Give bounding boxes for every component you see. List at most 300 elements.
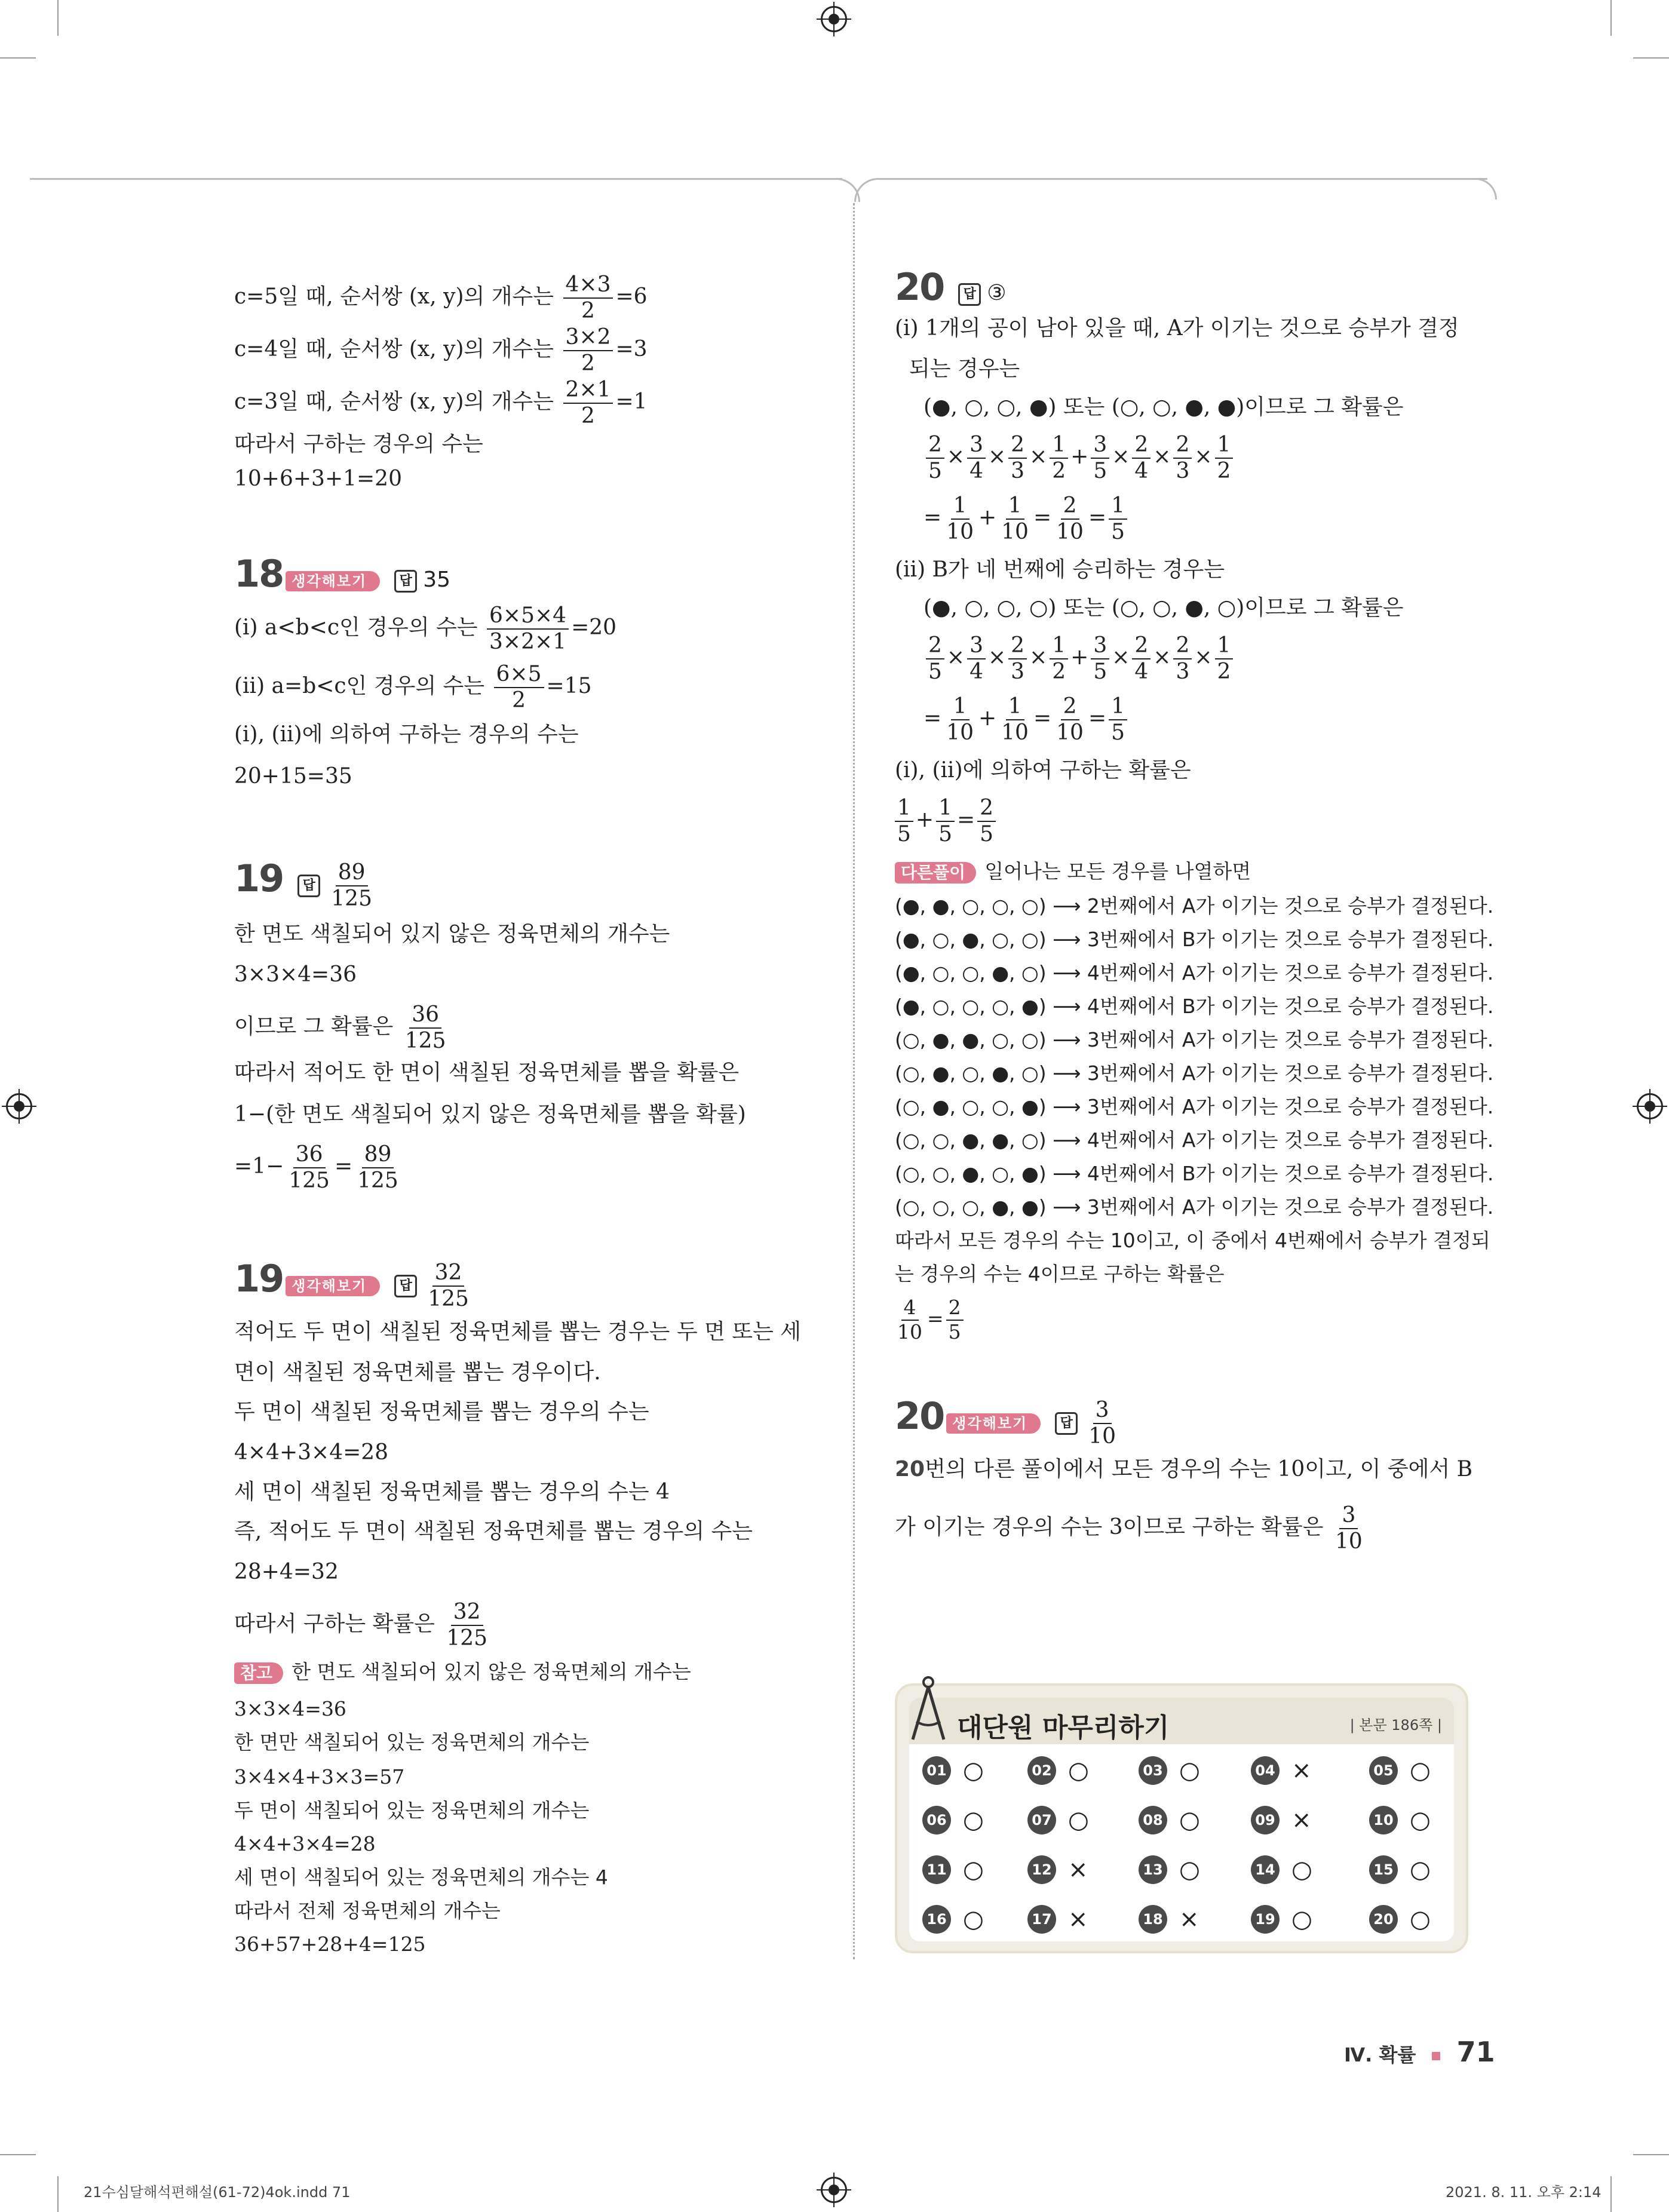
fraction: [1091, 434, 1109, 483]
numerator: 2: [1173, 634, 1192, 659]
denominator: 3: [1176, 659, 1190, 684]
text: (ⅱ) a=b<c인 경우의 수는: [234, 673, 492, 698]
denominator: 2: [581, 298, 595, 323]
numerator: 2: [977, 797, 996, 822]
operator: ×: [1153, 645, 1171, 670]
operator: =: [956, 807, 975, 832]
text: 번의 다른 풀이에서 모든 경우의 수는 10이고, 이 중에서 B: [925, 1457, 1473, 1481]
numerator: 32: [451, 1601, 483, 1626]
think-tag: 생각해보기: [286, 1276, 380, 1296]
denominator: 5: [928, 659, 942, 684]
item-number: 06: [922, 1806, 951, 1834]
item-number: 18: [1139, 1905, 1167, 1934]
note-tag: 참고: [234, 1662, 283, 1684]
numerator: 3: [1093, 1399, 1112, 1424]
operator: =: [1033, 705, 1052, 731]
text: (ⅰ) a<b<c인 경우의 수는: [234, 615, 485, 640]
fraction: [944, 695, 976, 744]
text: c=5일 때, 순서쌍 (x, y)의 개수는: [234, 284, 561, 309]
fraction: [967, 434, 986, 483]
text: c=4일 때, 순서쌍 (x, y)의 개수는: [234, 336, 561, 361]
item-number: 09: [1251, 1806, 1280, 1834]
q20-i1: (ⅰ) 1개의 공이 남아 있을 때, A가 이기는 것으로 승부가 결정: [895, 316, 1459, 340]
fraction: [1008, 434, 1027, 483]
q20-i3: (●, ○, ○, ●) 또는 (○, ○, ●, ●)이므로 그 확률은: [924, 395, 1404, 419]
note-line9: 36+57+28+4=125: [234, 1932, 426, 1956]
circle-mark-icon: ○: [963, 1906, 984, 1933]
q20-ii4: [924, 695, 1130, 744]
denominator: 5: [1111, 720, 1125, 745]
review-item: [1369, 1905, 1431, 1934]
denominator: 10: [1056, 519, 1084, 544]
fraction: [944, 495, 976, 544]
compass-icon: [904, 1674, 952, 1745]
denominator: 5: [938, 821, 952, 846]
denominator: 4: [1134, 659, 1149, 684]
q19b-line1: 적어도 두 면이 색칠된 정육면체를 뽑는 경우는 두 면 또는 세: [234, 1320, 802, 1344]
numerator: 3: [1091, 434, 1109, 459]
answer-icon: 답: [297, 875, 320, 897]
denominator: 2: [1217, 458, 1231, 483]
denominator: 125: [428, 1287, 469, 1311]
text: =3: [615, 336, 648, 361]
header-rule-right: [878, 178, 1487, 180]
chapter-label: Ⅳ. 확률: [1344, 2044, 1416, 2066]
operator: =: [1088, 505, 1107, 530]
q19-line1: 한 면도 색칠되어 있지 않은 정육면체의 개수는: [234, 922, 670, 946]
text: =20: [571, 615, 617, 640]
denominator: 2: [1052, 659, 1066, 684]
numerator: 2: [946, 1297, 964, 1321]
crop-mark: [1610, 2176, 1612, 2212]
c5-line: [234, 274, 648, 323]
circle-mark-icon: ○: [1179, 1757, 1200, 1784]
fraction: [895, 797, 913, 846]
item-number: 03: [1139, 1756, 1167, 1785]
crop-mark: [0, 2154, 36, 2155]
numerator: 6×5: [494, 663, 544, 688]
review-item: [1139, 1756, 1200, 1785]
alt-c3: [892, 1297, 966, 1342]
crop-mark: [0, 57, 36, 59]
alt-row: (○, ●, ●, ○, ○) ⟶ 3번째에서 A가 이기는 것으로 승부가 결정된다.: [895, 1028, 1494, 1051]
denominator: 125: [446, 1625, 488, 1650]
q19b-line5: 세 면이 색칠된 정육면체를 뽑는 경우의 수는 4: [234, 1480, 670, 1504]
alt-row: (○, ○, ○, ●, ●) ⟶ 3번째에서 A가 이기는 것으로 승부가 결정된다.: [895, 1195, 1494, 1219]
q20-header: [895, 265, 1007, 309]
review-item: [1251, 1855, 1312, 1884]
item-number: 15: [1369, 1855, 1398, 1884]
fraction: [1215, 434, 1234, 483]
operator: ×: [1194, 645, 1213, 670]
circle-mark-icon: ○: [1291, 1906, 1312, 1933]
fraction: [286, 1143, 332, 1192]
item-number: 07: [1027, 1806, 1056, 1834]
q18-header: [234, 552, 451, 596]
crop-mark: [57, 0, 59, 36]
denominator: 2: [512, 688, 526, 713]
review-item: [922, 1905, 984, 1934]
review-item: [1027, 1855, 1088, 1884]
numerator: 6×5×4: [487, 605, 569, 630]
q19b-line7: 28+4=32: [234, 1560, 339, 1584]
q20-c2: [892, 797, 998, 846]
numerator: 2: [1061, 695, 1079, 720]
fraction: [1054, 495, 1086, 544]
review-item: [1139, 1905, 1199, 1934]
alt-c1: 따라서 모든 경우의 수는 10이고, 이 중에서 4번째에서 승부가 결정되: [895, 1229, 1490, 1252]
question-number: 18: [234, 552, 284, 596]
item-number: 20: [1369, 1905, 1398, 1934]
answer-fraction: [1086, 1399, 1118, 1448]
review-item: [922, 1806, 984, 1834]
review-item: [1139, 1806, 1200, 1834]
text: c=3일 때, 순서쌍 (x, y)의 개수는: [234, 389, 561, 414]
fraction: [946, 1297, 964, 1342]
numerator: 2: [926, 434, 944, 459]
denominator: 125: [331, 886, 372, 911]
review-box: [895, 1683, 1468, 1953]
fraction: [967, 634, 986, 683]
cross-mark-icon: ×: [1068, 1856, 1088, 1883]
review-title: 대단원 마무리하기: [957, 1713, 1170, 1743]
q19-line5: 1−(한 면도 색칠되어 있지 않은 정육면체를 뽑을 확률): [234, 1102, 746, 1127]
q18-line4: 20+15=35: [234, 764, 352, 789]
numerator: 36: [409, 1004, 441, 1029]
denominator: 125: [357, 1168, 398, 1193]
review-item: [1027, 1806, 1089, 1834]
numerator: 2×1: [563, 379, 613, 404]
numerator: 1: [1215, 434, 1234, 459]
item-number: 13: [1139, 1855, 1167, 1884]
footer-file: 21수심달해석편해설(61-72)4ok.indd 71: [84, 2184, 351, 2201]
cross-mark-icon: ×: [1068, 1906, 1088, 1933]
text: =15: [546, 673, 592, 698]
numerator: 1: [1006, 695, 1024, 720]
item-number: 19: [1251, 1905, 1280, 1934]
item-number: 08: [1139, 1806, 1167, 1834]
review-item: [1369, 1756, 1431, 1785]
denominator: 10: [946, 519, 974, 544]
numerator: 1: [951, 695, 970, 720]
denominator: 5: [948, 1320, 961, 1343]
review-item: [922, 1855, 984, 1884]
alt-row: (●, ○, ○, ○, ●) ⟶ 4번째에서 B가 이기는 것으로 승부가 결정된다.: [895, 995, 1494, 1018]
alt-row: (○, ●, ○, ○, ●) ⟶ 3번째에서 A가 이기는 것으로 승부가 결정된다.: [895, 1095, 1494, 1118]
circle-mark-icon: ○: [1068, 1806, 1089, 1834]
numerator: 1: [1215, 634, 1234, 659]
c4-line: [234, 326, 648, 375]
q19b-header: [234, 1257, 474, 1311]
q20-i5: [924, 495, 1130, 544]
circle-mark-icon: ○: [1291, 1856, 1312, 1883]
operator: +: [1070, 444, 1089, 469]
bullet-icon: [1432, 2052, 1440, 2060]
sum-text: 10+6+3+1=20: [234, 467, 402, 491]
circle-mark-icon: ○: [1410, 1806, 1431, 1834]
item-number: 16: [922, 1905, 951, 1934]
fraction: [1050, 434, 1068, 483]
note-line8: 따라서 전체 정육면체의 개수는: [234, 1899, 501, 1922]
alt-row: (○, ○, ●, ○, ●) ⟶ 4번째에서 B가 이기는 것으로 승부가 결정된다.: [895, 1162, 1494, 1185]
numerator: 1: [895, 797, 913, 822]
alt-row: (●, ○, ○, ●, ○) ⟶ 4번째에서 A가 이기는 것으로 승부가 결정된다.: [895, 961, 1494, 984]
q19-header: [234, 857, 377, 911]
q18-line3: (ⅰ), (ⅱ)에 의하여 구하는 경우의 수는: [234, 722, 579, 747]
fraction: [926, 434, 944, 483]
alt-c2: 는 경우의 수는 4이므로 구하는 확률은: [895, 1262, 1225, 1286]
q20b-line1: [895, 1459, 1472, 1480]
denominator: 2: [1052, 458, 1066, 483]
circle-mark-icon: ○: [1410, 1856, 1431, 1883]
fraction: [1132, 434, 1150, 483]
q19b-line3: 두 면이 색칠된 정육면체를 뽑는 경우의 수는: [234, 1400, 649, 1424]
review-item: [1251, 1806, 1312, 1834]
fraction: [1132, 634, 1150, 683]
denominator: 5: [1093, 659, 1107, 684]
review-item: [1369, 1806, 1431, 1834]
review-item: [1027, 1905, 1088, 1934]
text: 한 면도 색칠되어 있지 않은 정육면체의 개수는: [292, 1660, 691, 1683]
reference-number: 20: [895, 1457, 925, 1481]
numerator: 1: [1109, 495, 1127, 520]
numerator: 2: [926, 634, 944, 659]
registration-mark-icon: [1637, 1093, 1663, 1119]
denominator: 125: [404, 1028, 446, 1053]
denominator: 5: [928, 458, 942, 483]
fraction: [1008, 634, 1027, 683]
denominator: 2: [581, 403, 595, 428]
operator: ×: [987, 645, 1007, 670]
note-line6: 4×4+3×4=28: [234, 1832, 376, 1855]
crop-mark: [1633, 57, 1669, 59]
operator: =: [924, 705, 942, 731]
fraction: [1109, 695, 1127, 744]
crop-mark: [1610, 0, 1612, 36]
denominator: 2: [1217, 659, 1231, 684]
review-header: [909, 1698, 1454, 1744]
registration-mark-icon: [821, 2177, 847, 2203]
operator: ×: [946, 444, 965, 469]
item-number: 17: [1027, 1905, 1056, 1934]
fraction: [444, 1601, 490, 1650]
operator: =: [1033, 505, 1052, 530]
fraction: [1173, 434, 1192, 483]
denominator: 10: [1334, 1529, 1363, 1554]
crop-mark: [1633, 2154, 1669, 2155]
numerator: 3: [1091, 634, 1109, 659]
question-number: 19: [234, 857, 284, 900]
item-number: 02: [1027, 1756, 1056, 1785]
q19-line6: [234, 1143, 403, 1192]
numerator: 1: [1050, 634, 1068, 659]
denominator: 125: [289, 1168, 330, 1193]
operator: ×: [1194, 444, 1213, 469]
alt-row: (●, ●, ○, ○, ○) ⟶ 2번째에서 A가 이기는 것으로 승부가 결정된다.: [895, 894, 1494, 918]
answer-fraction: [425, 1262, 471, 1311]
denominator: 10: [1001, 720, 1029, 745]
fraction: [999, 495, 1031, 544]
numerator: 2: [1173, 434, 1192, 459]
fraction: [494, 663, 544, 712]
operator: +: [978, 705, 997, 731]
numerator: 1: [1006, 495, 1024, 520]
fraction: [926, 634, 944, 683]
item-number: 04: [1251, 1756, 1280, 1785]
alt-intro: [895, 861, 1251, 883]
denominator: 2: [581, 351, 595, 376]
numerator: 3: [967, 634, 986, 659]
answer-value: 35: [423, 567, 451, 592]
fraction: [1215, 634, 1234, 683]
answer-value: ③: [987, 281, 1007, 305]
operator: +: [978, 505, 997, 530]
numerator: 2: [1132, 634, 1150, 659]
fraction: [563, 379, 613, 428]
q20-ii2: (●, ○, ○, ○) 또는 (○, ○, ●, ○)이므로 그 확률은: [924, 596, 1404, 620]
q19b-line2: 면이 색칠된 정육면체를 뽑는 경우이다.: [234, 1360, 601, 1385]
item-number: 11: [922, 1855, 951, 1884]
q19-line4: 따라서 적어도 한 면이 색칠된 정육면체를 뽑을 확률은: [234, 1060, 740, 1085]
answer-icon: 답: [1055, 1412, 1078, 1435]
fraction: [563, 326, 613, 375]
text: 일어나는 모든 경우를 나열하면: [984, 860, 1251, 883]
numerator: 2: [1008, 634, 1027, 659]
q19-line2: 3×3×4=36: [234, 962, 357, 987]
q20b-header: [895, 1394, 1121, 1449]
numerator: 1: [936, 797, 955, 822]
header-rule-left: [30, 178, 842, 180]
numerator: 3: [1339, 1504, 1358, 1529]
q18-line2: [234, 663, 592, 712]
q20-ii3: [924, 634, 1235, 683]
circle-mark-icon: ○: [1410, 1757, 1431, 1784]
q19b-line6: 즉, 적어도 두 면이 색칠된 정육면체를 뽑는 경우의 수는: [234, 1519, 753, 1544]
fraction: [487, 605, 569, 654]
note-line5: 두 면이 색칠되어 있는 정육면체의 개수는: [234, 1799, 590, 1822]
denominator: 5: [1093, 458, 1107, 483]
q20-c1: (ⅰ), (ⅱ)에 의하여 구하는 확률은: [895, 758, 1191, 783]
item-number: 14: [1251, 1855, 1280, 1884]
c3-line: [234, 379, 648, 428]
q20b-line2: [895, 1504, 1367, 1553]
numerator: 4×3: [563, 274, 613, 299]
numerator: 3×2: [563, 326, 613, 351]
operator: +: [915, 807, 934, 832]
review-item: [1251, 1905, 1312, 1934]
numerator: 2: [1008, 434, 1027, 459]
circle-mark-icon: ○: [963, 1856, 984, 1883]
operator: =: [1088, 705, 1107, 731]
operator: +: [1070, 645, 1089, 670]
fraction: [1050, 634, 1068, 683]
note-line7: 세 면이 색칠되어 있는 정육면체의 개수는 4: [234, 1866, 608, 1889]
circle-mark-icon: ○: [1179, 1806, 1200, 1834]
answer-fraction: [329, 861, 375, 910]
review-item: [1369, 1855, 1431, 1884]
answer-icon: 답: [958, 283, 981, 306]
note-line2: 3×3×4=36: [234, 1697, 346, 1720]
numerator: 1: [1109, 695, 1127, 720]
text: =1: [615, 389, 648, 414]
text: 이므로 그 확률은: [234, 1014, 400, 1039]
numerator: 89: [362, 1143, 394, 1168]
footer-chapter: [1344, 2038, 1495, 2066]
operator: ×: [946, 645, 965, 670]
review-item: [1027, 1756, 1089, 1785]
fraction: [895, 1297, 925, 1342]
review-item: [1251, 1756, 1312, 1785]
question-number: 20: [895, 265, 944, 309]
text: =6: [615, 284, 648, 309]
text: 가 이기는 경우의 수는 3이므로 구하는 확률은: [895, 1514, 1330, 1539]
numerator: 3: [967, 434, 986, 459]
header-curve-right: [854, 178, 878, 202]
numerator: 2: [1061, 495, 1079, 520]
q20-ii1: (ⅱ) B가 네 번째에 승리하는 경우는: [895, 557, 1225, 582]
denominator: 3: [1176, 458, 1190, 483]
operator: =: [924, 505, 942, 530]
think-tag: 생각해보기: [286, 571, 380, 591]
alt-row: (○, ○, ●, ●, ○) ⟶ 4번째에서 A가 이기는 것으로 승부가 결정된다.: [895, 1128, 1494, 1152]
operator: ×: [1153, 444, 1171, 469]
denominator: 4: [970, 659, 983, 684]
fraction: [1091, 634, 1109, 683]
review-page-ref: | 본문 186쪽 |: [1349, 1717, 1442, 1734]
review-item: [1139, 1855, 1200, 1884]
operator: ×: [1112, 444, 1130, 469]
fraction: [936, 797, 955, 846]
numerator: 1: [1050, 434, 1068, 459]
denominator: 3: [1011, 458, 1025, 483]
denominator: 10: [897, 1320, 922, 1343]
operator: ×: [1112, 645, 1130, 670]
cross-mark-icon: ×: [1291, 1757, 1312, 1784]
item-number: 05: [1369, 1756, 1398, 1785]
note-line4: 3×4×4+3×3=57: [234, 1765, 405, 1788]
footer-date: 2021. 8. 11. 오후 2:14: [1446, 2184, 1601, 2201]
answer-icon: 답: [394, 1275, 417, 1297]
circle-mark-icon: ○: [963, 1757, 984, 1784]
note-line3: 한 면만 색칠되어 있는 정육면체의 개수는: [234, 1731, 590, 1754]
column-divider: [853, 203, 855, 1959]
q20-i2: 되는 경우는: [909, 357, 1020, 381]
fraction: [403, 1004, 449, 1053]
q18-line1: [234, 605, 616, 654]
fraction: [1054, 695, 1086, 744]
q19-line3: [234, 1004, 450, 1053]
fraction: [977, 797, 996, 846]
conclude-text: 따라서 구하는 경우의 수는: [234, 432, 483, 456]
numerator: 4: [901, 1297, 919, 1321]
cross-mark-icon: ×: [1291, 1806, 1312, 1834]
review-item: [922, 1756, 984, 1785]
numerator: 2: [1132, 434, 1150, 459]
q20-i4: [924, 434, 1235, 483]
denominator: 5: [980, 821, 994, 846]
header-curve-end: [1475, 178, 1497, 200]
fraction: [563, 274, 613, 323]
page-number: 71: [1456, 2036, 1495, 2068]
denominator: 10: [1056, 720, 1084, 745]
fraction: [1333, 1504, 1365, 1553]
denominator: 3: [1011, 659, 1025, 684]
q19b-line4: 4×4+3×4=28: [234, 1440, 389, 1465]
operator: ×: [987, 444, 1007, 469]
text: 따라서 구하는 확률은: [234, 1611, 442, 1636]
q19b-line8: [234, 1601, 492, 1650]
circle-mark-icon: ○: [1179, 1856, 1200, 1883]
